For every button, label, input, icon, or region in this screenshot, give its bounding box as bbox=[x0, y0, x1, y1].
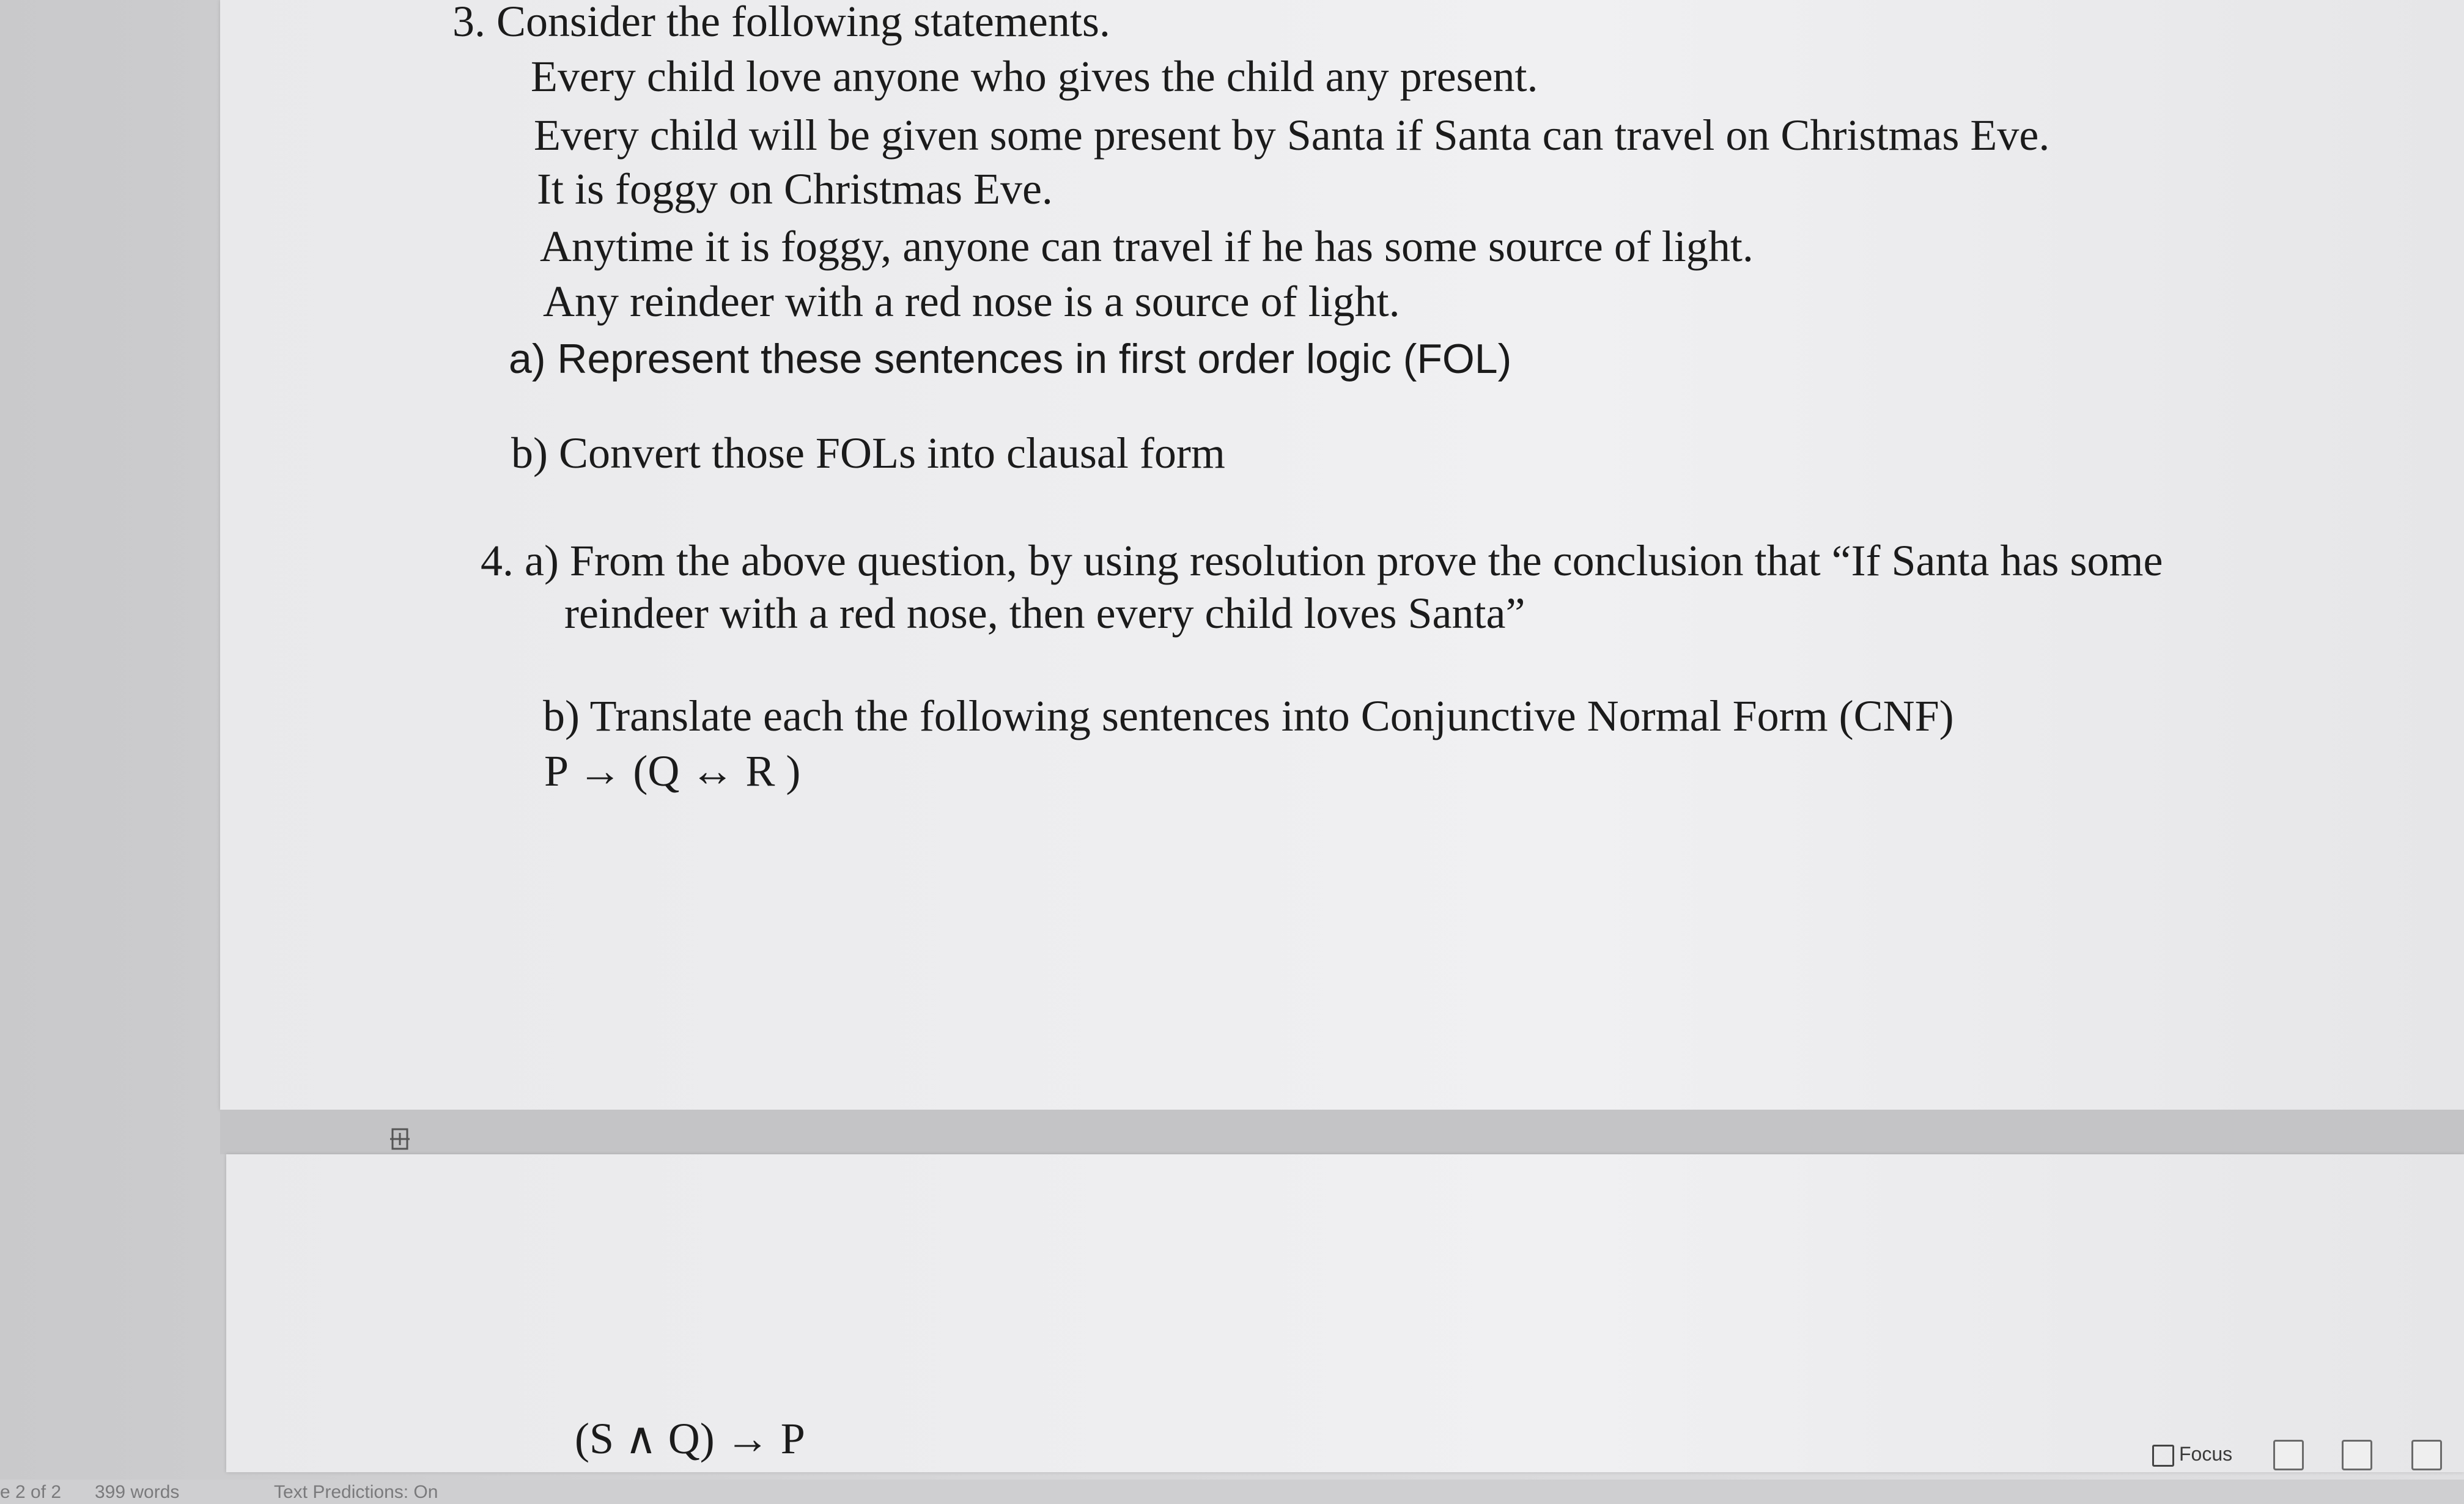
page-gap bbox=[220, 1110, 2464, 1154]
page-indicator[interactable]: e 2 of 2 bbox=[0, 1482, 62, 1502]
q3-heading: 3. Consider the following statements. bbox=[452, 0, 1110, 46]
status-bar bbox=[0, 1480, 2464, 1504]
q4-part-a-line-2: reindeer with a red nose, then every child loves Santa” bbox=[564, 589, 1525, 638]
q4-formula-2: (S ∧ Q) → P bbox=[575, 1414, 805, 1463]
q3-statement-3: It is foggy on Christmas Eve. bbox=[537, 164, 1053, 213]
q3-statement-5: Any reindeer with a red nose is a source of light. bbox=[543, 277, 1400, 326]
q3-statement-2: Every child will be given some present by Santa if Santa can travel on Christmas Eve. bbox=[534, 111, 2050, 160]
focus-label: Focus bbox=[2179, 1443, 2233, 1465]
q3-statement-4: Anytime it is foggy, anyone can travel if he has some source of light. bbox=[540, 222, 1754, 271]
text-predictions-status[interactable]: Text Predictions: On bbox=[274, 1482, 438, 1502]
web-layout-icon[interactable] bbox=[2411, 1440, 2442, 1470]
q3-part-b: b) Convert those FOLs into clausal form bbox=[511, 429, 1225, 477]
q4-part-b: b) Translate each the following sentences into Conjunctive Normal Form (CNF) bbox=[543, 691, 1954, 740]
q4-part-a-line-1: 4. a) From the above question, by using resolution prove the conclusion that “If Santa has some bbox=[481, 536, 2163, 585]
q4-formula-1: P → (Q ↔ R ) bbox=[544, 746, 801, 795]
read-mode-icon[interactable] bbox=[2273, 1440, 2304, 1470]
print-layout-icon[interactable] bbox=[2342, 1440, 2372, 1470]
word-count[interactable]: 399 words bbox=[95, 1482, 180, 1502]
page-break-icon[interactable] bbox=[389, 1128, 411, 1150]
focus-button[interactable] bbox=[2152, 1443, 2232, 1467]
focus-icon bbox=[2152, 1445, 2174, 1467]
q3-part-a: a) Represent these sentences in first order logic (FOL) bbox=[509, 336, 1512, 382]
document-page-2[interactable] bbox=[226, 1154, 2464, 1472]
q3-statement-1: Every child love anyone who gives the child any present. bbox=[531, 52, 1538, 101]
